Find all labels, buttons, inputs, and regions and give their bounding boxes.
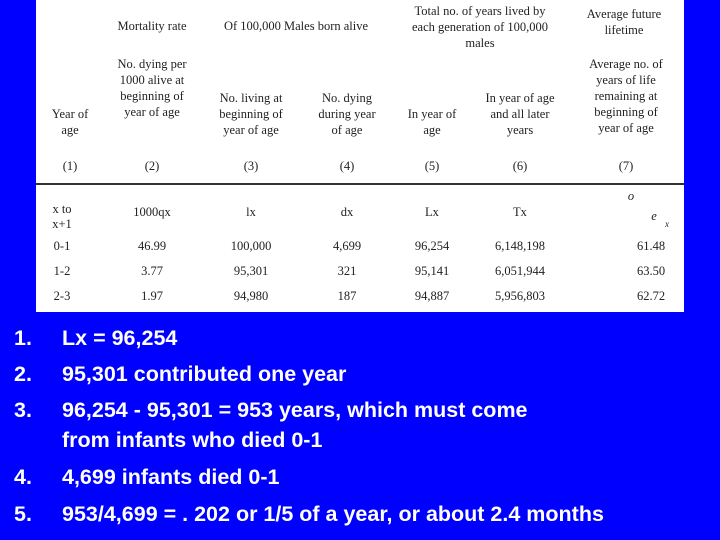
cell-qx: 46.99 (137, 239, 167, 253)
cell-lx: 95,301 (233, 264, 269, 278)
subheader-in-year (394, 106, 470, 138)
subheader-no-dying-during (302, 90, 392, 138)
cell-age: 1-2 (53, 264, 71, 278)
subheader-no-dying-per-1000 (104, 56, 200, 120)
symbol-1000qx: 1000qx (133, 205, 171, 219)
symbol-dx: dx (340, 205, 354, 219)
cell-qx: 3.77 (141, 264, 163, 278)
list-number: 4. (14, 465, 32, 489)
subheader-line: during year (318, 107, 376, 121)
subheader-line: In year of age (485, 91, 555, 105)
list-text: Lx = 96,254 (62, 326, 178, 350)
subheader-line: Average no. of (589, 57, 663, 71)
cell-lx: 94,980 (233, 289, 269, 303)
cell-lx: 100,000 (230, 239, 272, 253)
subheader-line: year of age (598, 121, 654, 135)
subheader-average-remaining (572, 56, 680, 136)
subheader-line: beginning of (594, 105, 658, 119)
list-number: 1. (14, 326, 32, 350)
cell-age: 0-1 (53, 239, 71, 253)
subheader-line: age (423, 123, 441, 137)
subheader-line: year of age (223, 123, 279, 137)
symbol-ex: e (651, 209, 657, 223)
column-number: (7) (618, 159, 634, 173)
subheader-line: beginning of (120, 89, 184, 103)
symbol-line: x to (52, 202, 72, 216)
list-text: 95,301 contributed one year (62, 362, 347, 386)
subheader-line: In year of (407, 107, 457, 121)
column-number: (5) (424, 159, 440, 173)
header-average-future (572, 6, 676, 38)
symbol-line: x+1 (52, 217, 72, 231)
subheader-year-of-age (38, 106, 102, 138)
header-total-years (394, 3, 566, 51)
cell-ex: 63.50 (636, 264, 666, 278)
symbol-ex-circle: o (627, 189, 635, 203)
cell-age: 2-3 (53, 289, 71, 303)
list-number: 3. (14, 398, 32, 422)
cell-dx: 4,699 (332, 239, 362, 253)
list-number: 2. (14, 362, 32, 386)
cell-Lx: 96,254 (414, 239, 450, 253)
subheader-line: age (61, 123, 79, 137)
subheader-line: and all later (490, 107, 550, 121)
subheader-line: beginning of (219, 107, 283, 121)
cell-Tx: 6,051,944 (495, 264, 545, 278)
cell-Tx: 6,148,198 (495, 239, 545, 253)
life-table-image (36, 0, 684, 312)
subheader-line: No. living at (219, 91, 283, 105)
table-divider (36, 183, 684, 185)
cell-qx: 1.97 (141, 289, 163, 303)
cell-dx: 321 (337, 264, 357, 278)
column-number: (2) (144, 159, 160, 173)
cell-ex: 61.48 (636, 239, 666, 253)
header-mortality-rate: Mortality rate (117, 19, 187, 33)
subheader-line: year of age (124, 105, 180, 119)
column-number: (4) (339, 159, 355, 173)
header-average-future-line: lifetime (604, 23, 644, 37)
list-text: 4,699 infants died 0-1 (62, 465, 280, 489)
symbol-lx: lx (246, 205, 256, 219)
header-total-years-line: males (465, 36, 495, 50)
symbol-Lx: Lx (425, 205, 439, 219)
list-text: 953/4,699 = . 202 or 1/5 of a year, or about 2.4 months (62, 502, 604, 526)
subheader-line: remaining at (594, 89, 658, 103)
subheader-line: No. dying per (117, 57, 187, 71)
column-number: (1) (62, 159, 78, 173)
subheader-line: years of life (596, 73, 656, 87)
subheader-line: Year of (51, 107, 89, 121)
subheader-no-living (206, 90, 296, 138)
subheader-in-year-and-later (472, 90, 568, 138)
header-total-years-line: Total no. of years lived by (414, 4, 546, 18)
header-total-years-line: each generation of 100,000 (411, 20, 549, 34)
list-text: from infants who died 0-1 (62, 428, 323, 452)
column-number: (3) (243, 159, 259, 173)
subheader-line: No. dying (322, 91, 372, 105)
column-number: (6) (512, 159, 528, 173)
cell-dx: 187 (337, 289, 357, 303)
symbol-x-to (36, 202, 88, 232)
list-text: 96,254 - 95,301 = 953 years, which must come (62, 398, 528, 422)
cell-ex: 62.72 (636, 289, 666, 303)
header-average-future-line: Average future (586, 7, 662, 21)
cell-Tx: 5,956,803 (495, 289, 545, 303)
cell-Lx: 95,141 (414, 264, 450, 278)
subheader-line: years (506, 123, 534, 137)
list-number: 5. (14, 502, 32, 526)
subheader-line: 1000 alive at (119, 73, 185, 87)
cell-Lx: 94,887 (414, 289, 450, 303)
symbol-ex-subscript: x (665, 219, 669, 229)
symbol-Tx: Tx (513, 205, 527, 219)
subheader-line: of age (331, 123, 363, 137)
header-of-100000-males: Of 100,000 Males born alive (223, 19, 369, 33)
